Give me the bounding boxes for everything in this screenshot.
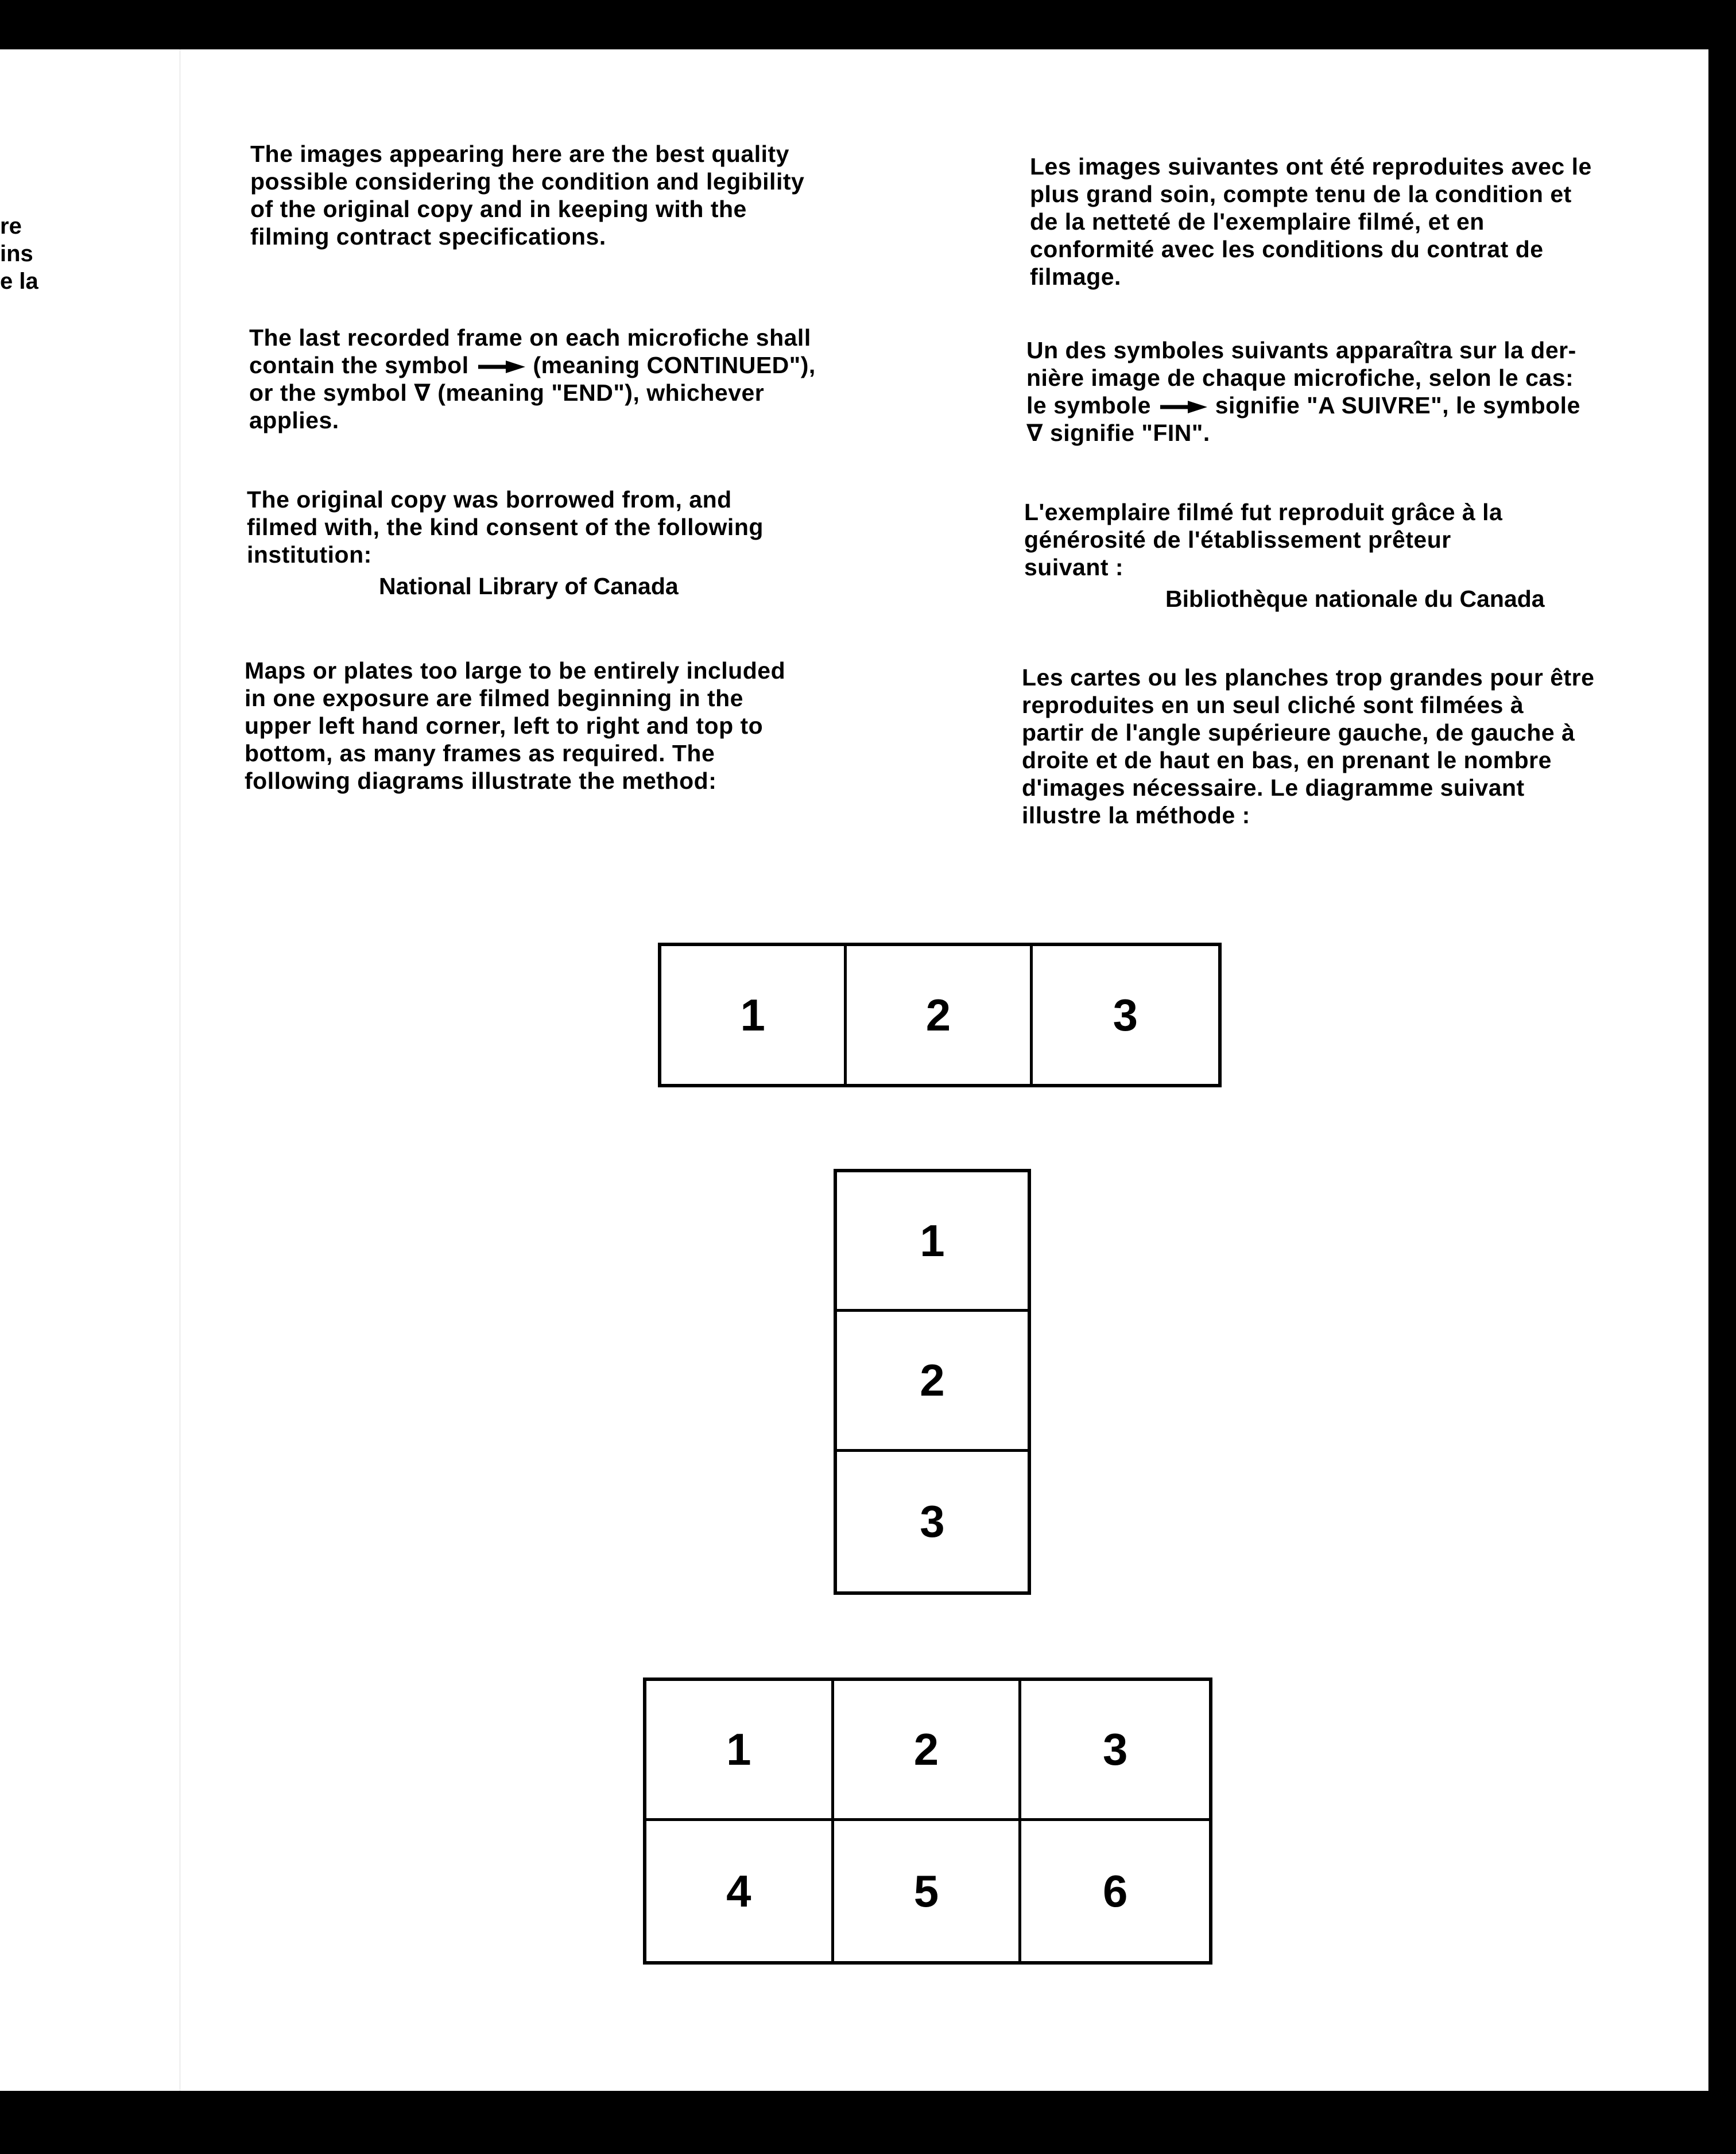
text-line: générosité de l'établissement prêteur (1024, 526, 1451, 553)
text-line: illustre la méthode : (1022, 802, 1250, 828)
frame-cell: 1 (661, 946, 847, 1084)
continued-arrow-icon (476, 360, 526, 374)
text-fragment: signifie "FIN". (1049, 420, 1210, 446)
french-borrowed-paragraph (1024, 498, 1502, 581)
text-fragment: contain the symbol (249, 352, 469, 378)
french-quality-paragraph (1030, 153, 1592, 290)
frame-cell: 2 (834, 1681, 1022, 1821)
text-line: of the original copy and in keeping with the (250, 196, 747, 222)
scan-border-right (1708, 0, 1736, 2154)
text-line: The last recorded frame on each microfiche shall (249, 324, 811, 351)
text-line: filmage. (1030, 264, 1121, 290)
continued-arrow-icon (1158, 400, 1208, 414)
text-line (1026, 419, 1580, 447)
text-line: Un des symboles suivants apparaîtra sur la der- (1026, 337, 1576, 363)
english-institution-name: National Library of Canada (379, 573, 679, 599)
text-line: Les cartes ou les planches trop grandes pour être (1022, 664, 1595, 691)
text-line: institution: (247, 541, 372, 568)
frame-cell: 3 (920, 1496, 945, 1547)
text-fragment: signifie "A SUIVRE", le symbole (1215, 392, 1580, 419)
diagram-grid (643, 1678, 1212, 1965)
frame-cell: 1 (837, 1172, 1028, 1312)
text-line: droite et de haut en bas, en prenant le nombre (1022, 747, 1552, 773)
document-page (0, 49, 1708, 2091)
text-line: possible considering the condition and legibility (250, 168, 805, 195)
edge-fragment: e la (0, 269, 38, 294)
text-fragment: or the symbol (249, 379, 408, 406)
text-line: filming contract specifications. (250, 223, 606, 250)
frame-cell: 4 (646, 1821, 834, 1961)
frame-cell: 3 (1113, 989, 1138, 1040)
english-quality-paragraph (250, 140, 804, 250)
diagram-row (658, 943, 1222, 1087)
text-fragment: (meaning CONTINUED"), (533, 352, 816, 378)
diagram-column (834, 1169, 1031, 1595)
text-line: L'exemplaire filmé fut reproduit grâce à la (1024, 499, 1503, 525)
text-line: bottom, as many frames as required. The (245, 740, 715, 766)
frame-cell: 5 (834, 1821, 1022, 1961)
text-line (249, 351, 816, 379)
text-line: Les images suivantes ont été reproduites avec le (1030, 153, 1592, 180)
text-line: de la netteté de l'exemplaire filmé, et en (1030, 208, 1485, 235)
scan-border-bottom (0, 2091, 1736, 2154)
edge-fragment: ins (0, 241, 33, 266)
text-fragment: le symbole (1026, 392, 1151, 419)
frame-cell: 2 (837, 1312, 1028, 1451)
text-line: The original copy was borrowed from, and (247, 486, 732, 513)
text-line: plus grand soin, compte tenu de la condition et (1030, 181, 1572, 207)
edge-fragment: re (0, 214, 22, 239)
text-line: following diagrams illustrate the method: (245, 768, 717, 794)
text-line: filmed with, the kind consent of the following (247, 514, 764, 540)
french-institution-name: Bibliothèque nationale du Canada (1165, 586, 1545, 612)
text-line: suivant : (1024, 554, 1124, 580)
english-last-frame-paragraph (249, 324, 816, 434)
text-line: The images appearing here are the best quality (250, 141, 789, 167)
text-line: upper left hand corner, left to right and top to (245, 712, 764, 739)
text-line: nière image de chaque microfiche, selon le cas: (1026, 365, 1574, 391)
french-maps-paragraph (1022, 664, 1594, 829)
end-triangle-icon: ∇ (414, 379, 431, 406)
english-borrowed-paragraph (247, 486, 764, 568)
text-line: applies. (249, 407, 339, 433)
text-line: reproduites en un seul cliché sont filmées à (1022, 692, 1524, 718)
text-line (1026, 392, 1580, 419)
text-line: partir de l'angle supérieure gauche, de gauche à (1022, 719, 1575, 746)
text-line: in one exposure are filmed beginning in the (245, 685, 743, 711)
frame-cell: 2 (847, 946, 1032, 1084)
frame-cell: 1 (646, 1681, 834, 1821)
text-line (249, 379, 816, 406)
page-fold-shadow (179, 49, 181, 2091)
frame-cell: 3 (1021, 1681, 1209, 1821)
text-line: conformité avec les conditions du contrat de (1030, 236, 1544, 262)
text-line: d'images nécessaire. Le diagramme suivant (1022, 774, 1525, 801)
french-last-frame-paragraph (1026, 336, 1580, 447)
frame-cell: 6 (1102, 1865, 1128, 1916)
text-fragment: (meaning "END"), whichever (437, 379, 765, 406)
english-maps-paragraph (245, 657, 785, 795)
end-triangle-icon: ∇ (1026, 420, 1044, 446)
text-line: Maps or plates too large to be entirely included (245, 657, 786, 684)
